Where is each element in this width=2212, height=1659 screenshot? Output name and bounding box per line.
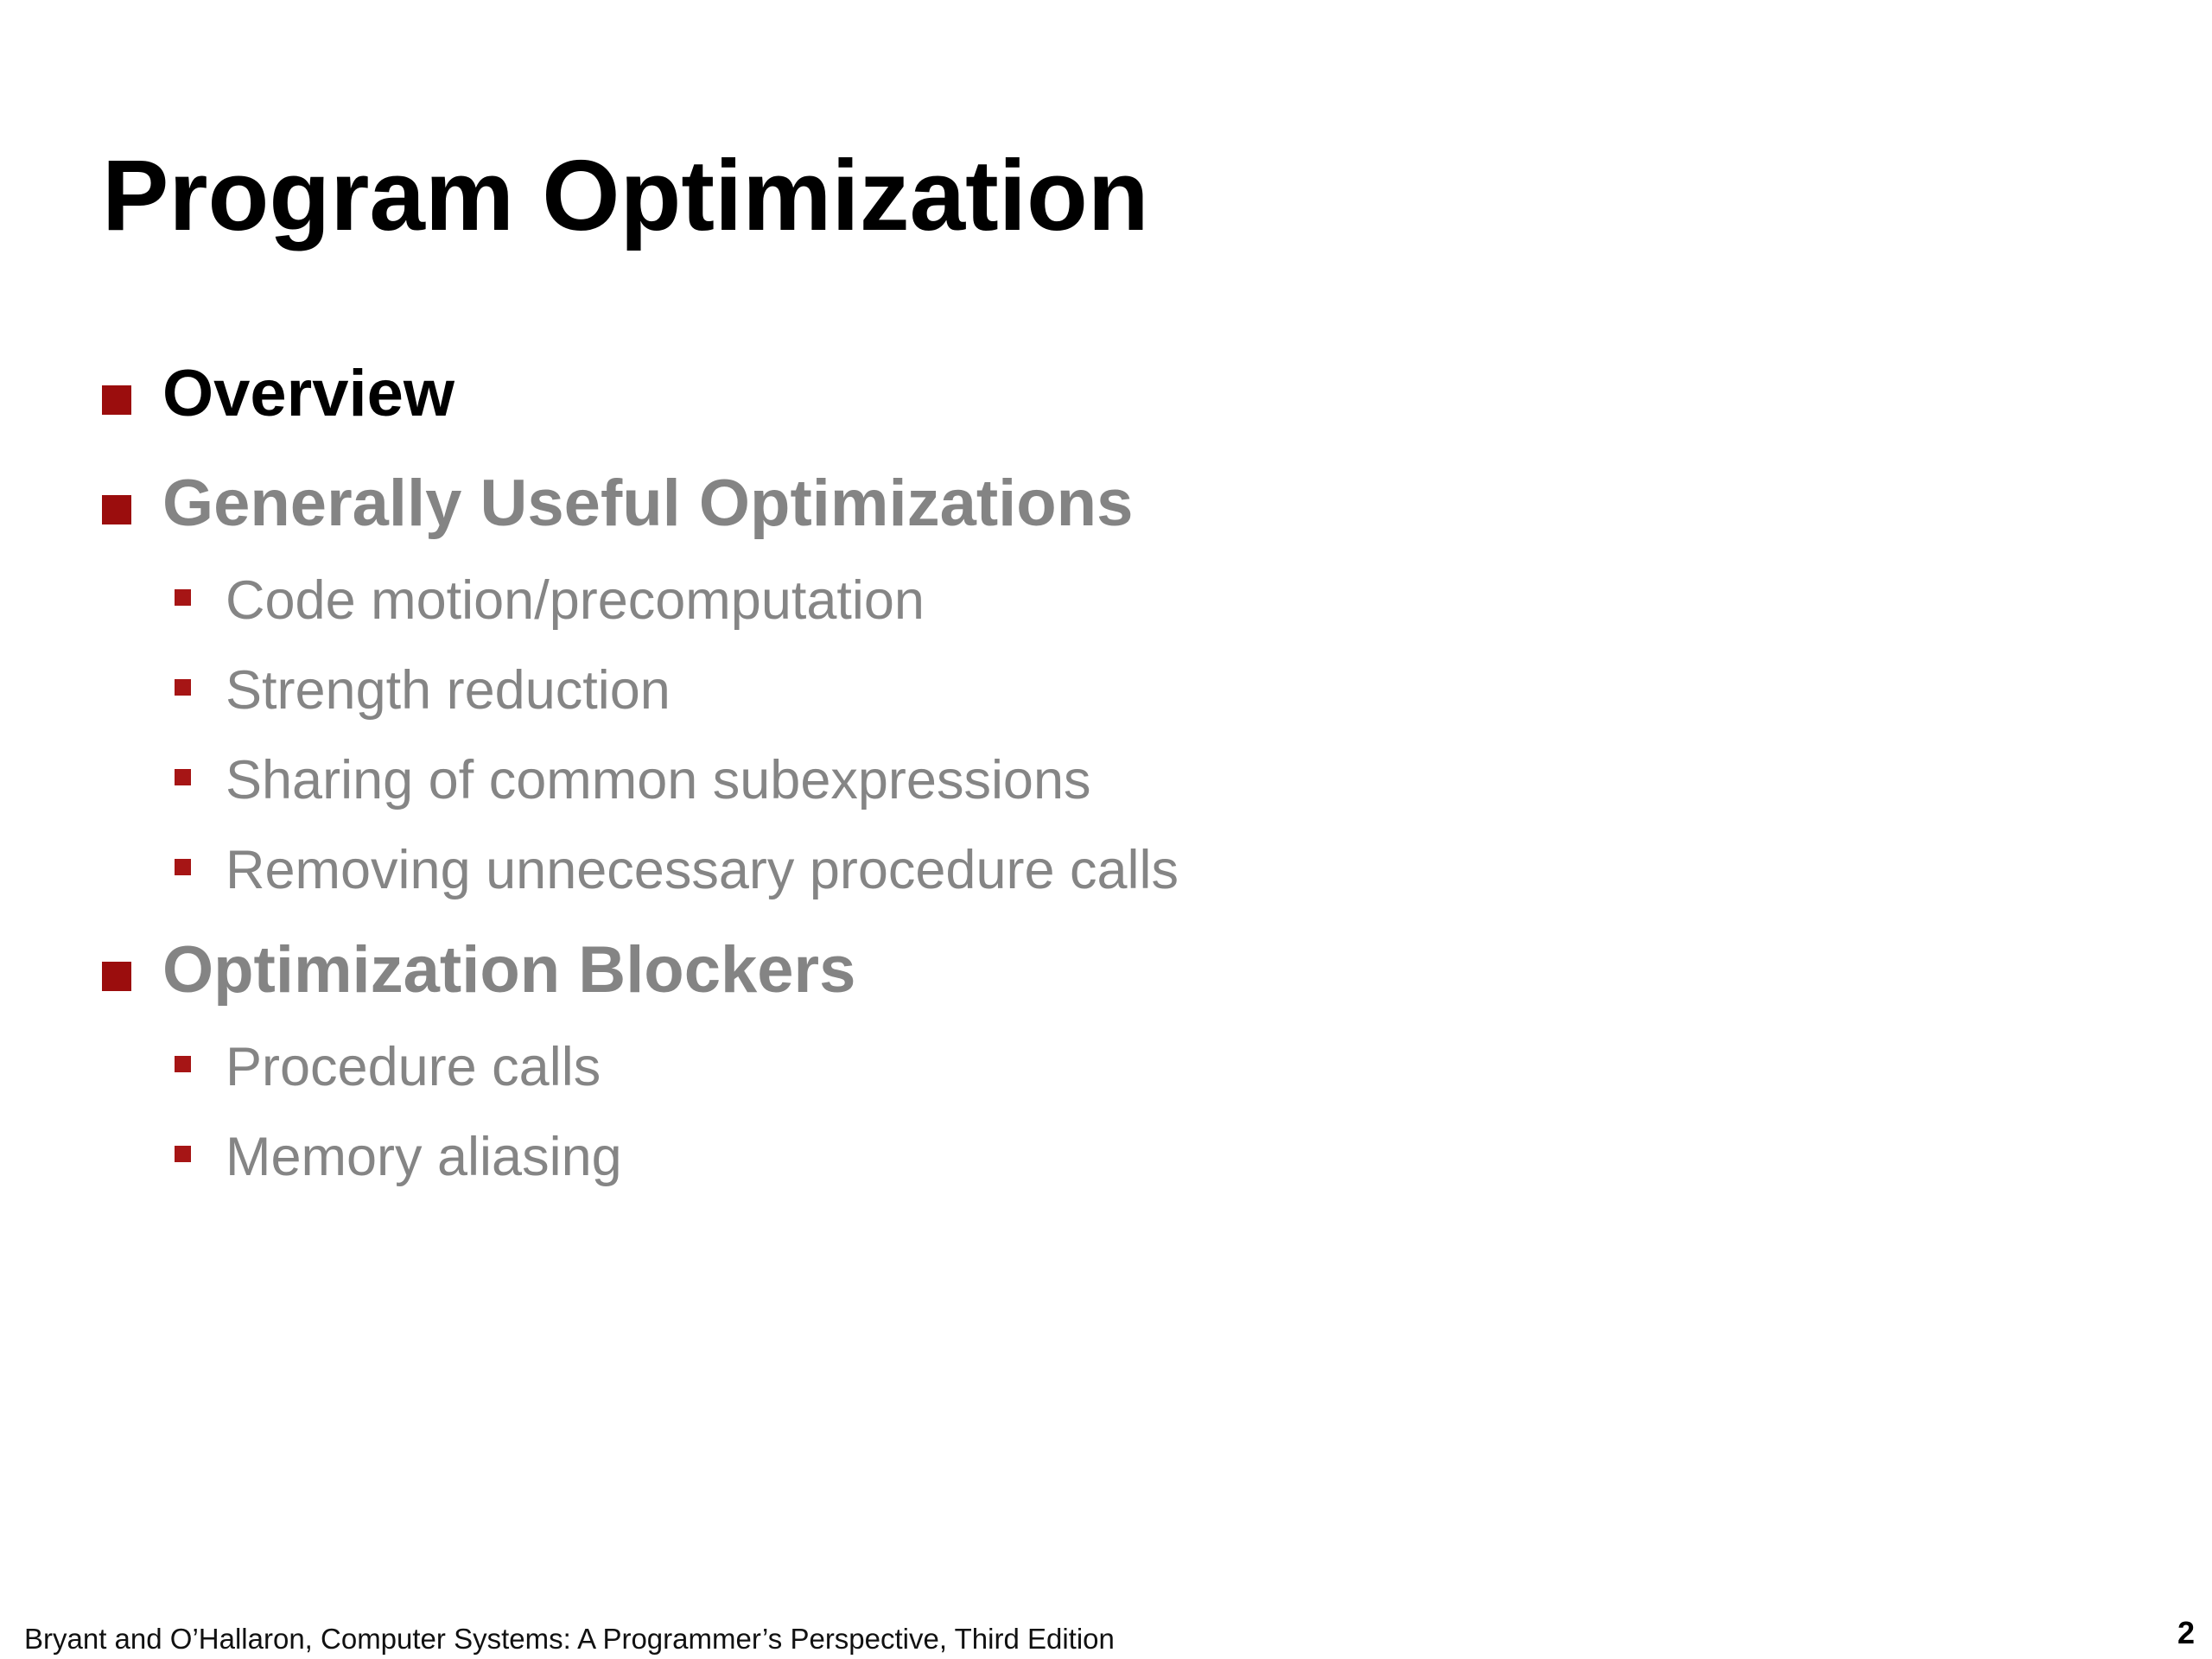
bullet-list — [102, 0, 2089, 1296]
bullet-optimization-blockers — [102, 933, 856, 1007]
bullet-label: Optimization Blockers — [162, 933, 856, 1007]
slide-title: Program Optimization — [102, 139, 1149, 251]
sub-bullet-sharing-subexpressions — [175, 750, 1091, 810]
bullet-overview — [102, 357, 454, 430]
square-bullet-icon — [102, 962, 131, 991]
footer-citation: Bryant and O’Hallaron, Computer Systems: A Programmer’s Perspective, Third Edition — [24, 1623, 1115, 1655]
small-square-bullet-icon — [175, 769, 191, 785]
sub-bullet-memory-aliasing — [175, 1127, 622, 1187]
sub-bullet-label: Code motion/precomputation — [226, 570, 925, 631]
page-number: 2 — [2177, 1615, 2195, 1650]
square-bullet-icon — [102, 385, 131, 415]
sub-bullet-label: Procedure calls — [226, 1037, 601, 1097]
small-square-bullet-icon — [175, 679, 191, 696]
sub-bullet-label: Sharing of common subexpressions — [226, 750, 1091, 810]
small-square-bullet-icon — [175, 1056, 191, 1072]
sub-bullet-removing-procedure-calls — [175, 840, 1179, 900]
bullet-label: Overview — [162, 357, 454, 430]
bullet-label: Generally Useful Optimizations — [162, 467, 1134, 540]
sub-bullet-label: Strength reduction — [226, 660, 671, 721]
small-square-bullet-icon — [175, 589, 191, 606]
sub-bullet-strength-reduction — [175, 660, 671, 721]
small-square-bullet-icon — [175, 859, 191, 875]
square-bullet-icon — [102, 495, 131, 524]
sub-bullet-label: Memory aliasing — [226, 1127, 622, 1187]
sub-bullet-code-motion — [175, 570, 925, 631]
small-square-bullet-icon — [175, 1146, 191, 1162]
bullet-generally-useful-optimizations — [102, 467, 1134, 540]
sub-bullet-procedure-calls — [175, 1037, 601, 1097]
sub-bullet-label: Removing unnecessary procedure calls — [226, 840, 1179, 900]
